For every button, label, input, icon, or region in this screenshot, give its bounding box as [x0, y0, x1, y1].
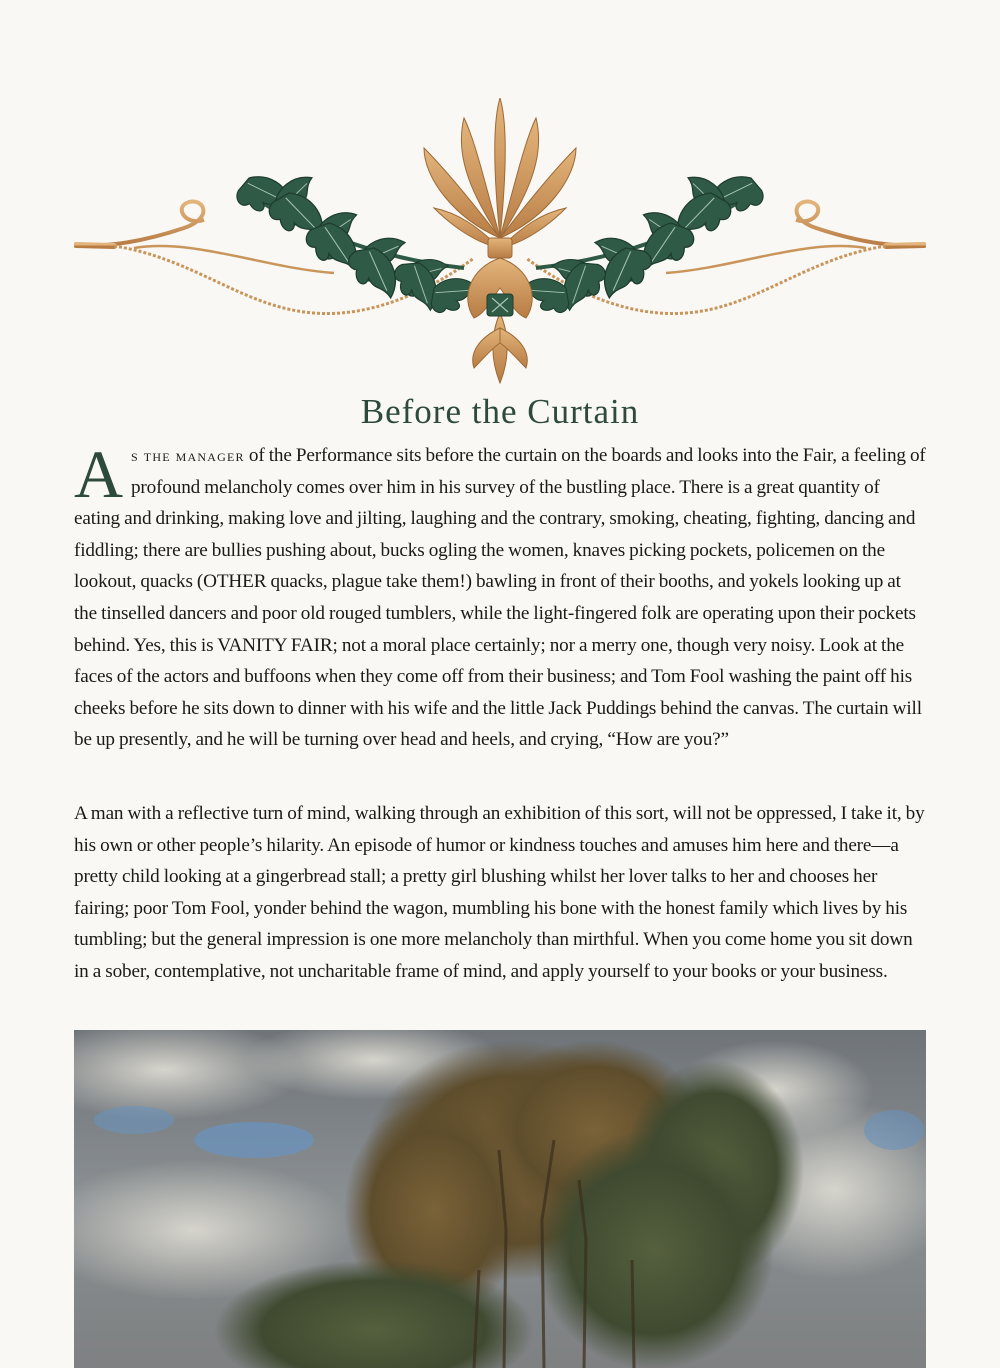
paragraph-1 — [74, 436, 926, 756]
opening-smallcaps: s the manager — [130, 446, 245, 465]
drop-cap: A — [74, 436, 123, 512]
chapter-title: Before the Curtain — [360, 392, 640, 431]
paragraph-1-text: of the Performance sits before the curtain on the boards and looks into the Fair, a feeling of profound melancholy comes over him in his survey of the bustling place. There is a great quantity of eating and drinking, making love and jilting, laughing and the contrary, smoking, cheating, fighting, dancing and fiddling; there are bullies pushing about, bucks ogling the women, knaves picking pockets, policemen on the lookout, quacks (OTHER quacks, plague take them!) bawling in front of their booths, and yokels looking up at the tinselled dancers and poor old rouged tumblers, while the light-fingered folk are operating upon their pockets behind. Yes, this is VANITY FAIR; not a moral place certainly; nor a merry one, though very noisy. Look at the faces of the actors and buffoons when they come off from their business; and Tom Fool washing the paint off his cheeks before he sits down to dinner with his wife and the little Jack Puddings behind the canvas. The curtain will be up presently, and he will be turning over head and heels, and crying, “How are you?” — [74, 445, 926, 751]
ornament-header — [74, 98, 926, 388]
landscape-painting — [74, 1030, 926, 1368]
paragraph-2 — [74, 798, 926, 988]
paragraph-2-text: A man with a reflective turn of mind, walking through an exhibition of this sort, will not be oppressed, I take it, by his own or other people’s hilarity. An episode of humor or kindness touches and amuses him here and there—a pretty child looking at a gingerbread stall; a pretty girl blushing whilst her lover talks to her and chooses her fairing; poor Tom Fool, yonder behind the wagon, mumbling his bone with the honest family which lives by his tumbling; but the general impression is one more melancholy than mirthful. When you come home you sit down in a sober, contemplative, not uncharitable frame of mind, and apply yourself to your books or your business. — [74, 803, 925, 982]
